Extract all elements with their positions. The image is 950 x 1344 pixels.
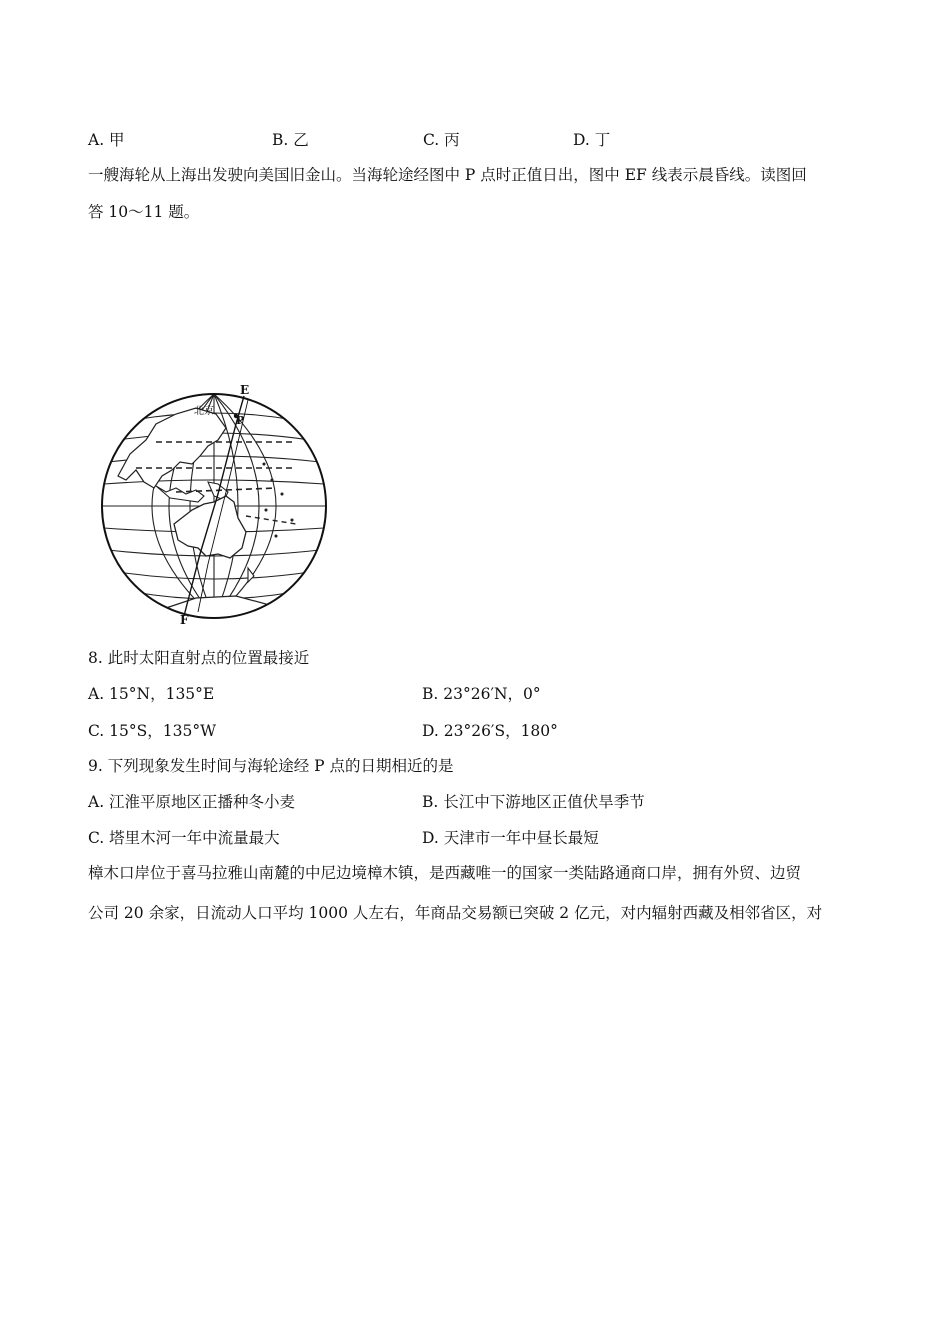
globe-diagram [96, 384, 336, 628]
q9-option-a: A. 江淮平原地区正播种冬小麦 [88, 793, 296, 811]
passage-line-2: 公司 20 余家，日流动人口平均 1000 人左右，年商品交易额已突破 2 亿元，对内辐射西藏及相邻省区，对 [88, 904, 823, 922]
label-beijing: 北京 [194, 406, 214, 417]
australia-continent [174, 496, 246, 558]
q8-option-a: A. 15°N，135°E [88, 685, 215, 703]
passage-line-1: 樟木口岸位于喜马拉雅山南麓的中尼边境樟木镇，是西藏唯一的国家一类陆路通商口岸，拥有外贸、边贸 [88, 864, 802, 882]
label-p: P [236, 414, 245, 427]
q9-stem: 9. 下列现象发生时间与海轮途经 P 点的日期相近的是 [88, 757, 454, 775]
q8-option-c: C. 15°S，135°W [88, 722, 217, 740]
q7-option-d: D. 丁 [573, 131, 611, 149]
q8-option-d: D. 23°26′S，180° [422, 722, 558, 740]
label-e: E [240, 384, 250, 397]
q9-option-d: D. 天津市一年中昼长最短 [422, 829, 599, 847]
q7-option-c: C. 丙 [423, 131, 460, 149]
q7-option-a: A. 甲 [88, 131, 125, 149]
q7-option-b: B. 乙 [272, 131, 309, 149]
globe-figure [96, 384, 336, 628]
q8-option-b: B. 23°26′N，0° [422, 685, 541, 703]
label-f: F [180, 613, 189, 627]
intro-line-2: 答 10～11 题。 [88, 203, 200, 221]
intro-line-1: 一艘海轮从上海出发驶向美国旧金山。当海轮途经图中 P 点时正值日出，图中 EF 线表示晨昏线。读图回 [88, 166, 807, 184]
q8-stem: 8. 此时太阳直射点的位置最接近 [88, 649, 310, 667]
q9-option-b: B. 长江中下游地区正值伏旱季节 [422, 793, 645, 811]
q9-option-c: C. 塔里木河一年中流量最大 [88, 829, 280, 847]
